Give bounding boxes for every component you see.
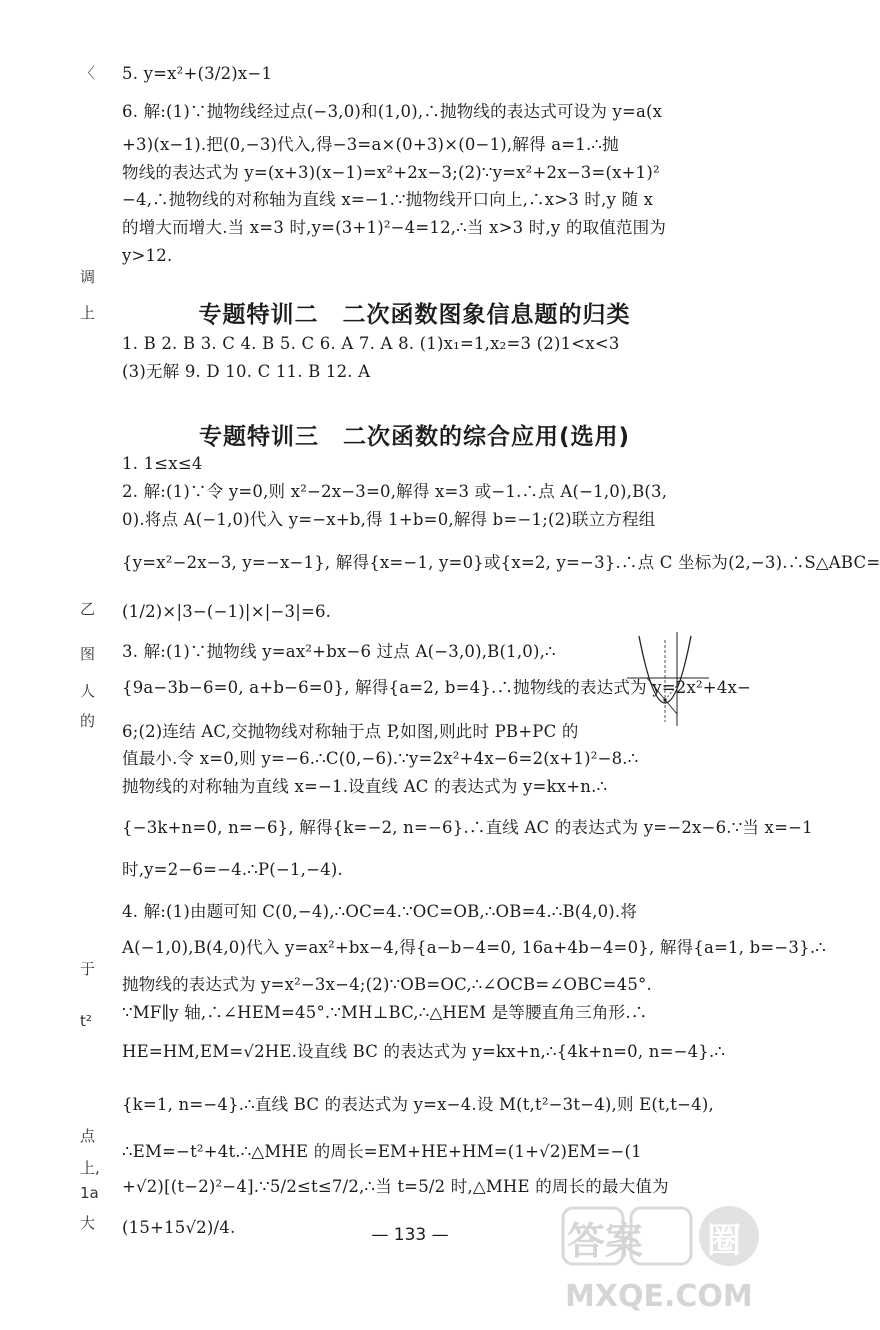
answer-line: 抛物线的对称轴为直线 x=−1.设直线 AC 的表达式为 y=kx+n.∴ [122,777,608,796]
margin-fragment: 于 [80,960,96,978]
margin-fragment: 大 [80,1214,96,1232]
section-heading: 专题特训三 二次函数的综合应用(选用) [198,424,631,450]
section-heading: 专题特训二 二次函数图象信息题的归类 [198,302,631,328]
answer-line: {−3k+n=0, n=−6}, 解得{k=−2, n=−6}.∴直线 AC 的表达式为 y=−2x−6.∵当 x=−1 [122,818,813,837]
page-number: — 133 — [371,1225,449,1245]
answer-line: HE=HM,EM=√2HE.设直线 BC 的表达式为 y=kx+n,∴{4k+n=0, n=−4}.∴ [122,1042,726,1061]
answer-line: (15+15√2)/4. [122,1218,236,1237]
answer-line: 4. 解:(1)由题可知 C(0,−4),∴OC=4.∵OC=OB,∴OB=4.∴B(4,0).将 [122,902,638,921]
point-p [663,698,666,701]
watermark-logo [545,1200,775,1320]
answer-line: ∵MF∥y 轴,∴∠HEM=45°.∵MH⊥BC,∴△HEM 是等腰直角三角形.∴ [122,1003,648,1022]
watermark-url: MXQE.COM [565,1279,753,1314]
answer-line: {y=x²−2x−3, y=−x−1}, 解得{x=−1, y=0}或{x=2, y=−3}.∴点 C 坐标为(2,−3).∴S△ABC= [122,553,880,572]
answer-line: −4,∴抛物线的对称轴为直线 x=−1.∵抛物线开口向上,∴x>3 时,y 随 x [122,190,654,209]
line-pb [665,678,683,700]
margin-fragment: 的 [80,712,96,730]
answer-line: 6;(2)连结 AC,交抛物线对称轴于点 P,如图,则此时 PB+PC 的 [122,722,579,741]
answer-line: y>12. [122,246,173,265]
answer-line: {9a−3b−6=0, a+b−6=0}, 解得{a=2, b=4}.∴抛物线的表达式为 y=2x²+4x− [122,678,752,697]
margin-fragment: 上, [80,1159,100,1177]
line-ac [647,678,677,714]
answer-line: 3. 解:(1)∵抛物线 y=ax²+bx−6 过点 A(−3,0),B(1,0),∴ [122,642,556,661]
margin-fragment: 调 [80,268,96,286]
answer-line: 1. 1≤x≤4 [122,454,203,473]
margin-fragment: 点 [80,1127,96,1145]
margin-fragment: 人 [80,682,96,700]
margin-fragment: 上 [80,304,96,322]
margin-fragment: 〈 [80,64,96,82]
answer-line: (1/2)×|3−(−1)|×|−3|=6. [122,602,332,621]
answer-line: {k=1, n=−4}.∴直线 BC 的表达式为 y=x−4.设 M(t,t²−3t−4),则 E(t,t−4), [122,1095,714,1114]
answer-line: 值最小.令 x=0,则 y=−6.∴C(0,−6).∵y=2x²+4x−6=2(x+1)²−8.∴ [122,749,639,768]
margin-fragment: 图 [80,645,96,663]
answer-line: A(−1,0),B(4,0)代入 y=ax²+bx−4,得{a−b−4=0, 16a+4b−4=0}, 解得{a=1, b=−3}.∴ [122,938,826,957]
answer-line: 物线的表达式为 y=(x+3)(x−1)=x²+2x−3;(2)∵y=x²+2x−3=(x+1)² [122,163,660,182]
parabola-figure [625,630,711,730]
answer-line: +3)(x−1).把(0,−3)代入,得−3=a×(0+3)×(0−1),解得 a=1.∴抛 [122,135,619,154]
answer-line: (3)无解 9. D 10. C 11. B 12. A [122,362,371,381]
margin-fragment: t² [80,1012,92,1030]
answer-line: 2. 解:(1)∵令 y=0,则 x²−2x−3=0,解得 x=3 或−1.∴点 A(−1,0),B(3, [122,482,668,501]
watermark-brand-circle: 圈 [707,1221,741,1261]
margin-fragment: 乙 [80,600,96,618]
answer-line: 6. 解:(1)∵抛物线经过点(−3,0)和(1,0),∴抛物线的表达式可设为 y=a(x [122,102,663,121]
answer-line: +√2)[(t−2)²−4].∵5/2≤t≤7/2,∴当 t=5/2 时,△MHE 的周长的最大值为 [122,1177,669,1196]
answer-line: 的增大而增大.当 x=3 时,y=(3+1)²−4=12,∴当 x>3 时,y 的取值范围为 [122,218,667,237]
margin-fragment: 1a [80,1184,99,1202]
answer-line: ∴EM=−t²+4t.∴△MHE 的周长=EM+HE+HM=(1+√2)EM=−(1 [122,1142,642,1161]
answer-line: 0).将点 A(−1,0)代入 y=−x+b,得 1+b=0,解得 b=−1;(2)联立方程组 [122,510,656,529]
answer-line: 1. B 2. B 3. C 4. B 5. C 6. A 7. A 8. (1)x₁=1,x₂=3 (2)1<x<3 [122,334,620,353]
answer-line: 5. y=x²+(3/2)x−1 [122,64,273,83]
answer-line: 时,y=2−6=−4.∴P(−1,−4). [122,860,343,879]
watermark-brand: 答案 [567,1219,644,1263]
answer-line: 抛物线的表达式为 y=x²−3x−4;(2)∵OB=OC,∴∠OCB=∠OBC=45°. [122,975,652,994]
